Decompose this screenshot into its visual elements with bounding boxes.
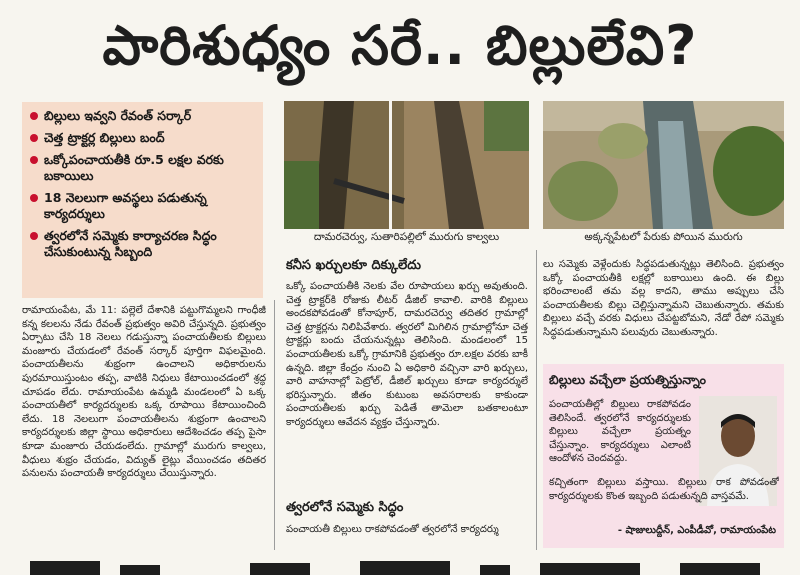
- bullet-list: [22, 102, 263, 260]
- bullet-item: [30, 190, 257, 222]
- quote-text: పంచాయతీల్లో బిల్లులు రాకపోవడం తెలిసిందే. త్వరలోనే కార్యదర్శులకు బిల్లులు వచ్చేలా ప్రయత్నం చేస్తున్నాం. కార్యదర్శులు ఎలాంటి ఆందోళన చెందవద్దు.: [549, 399, 691, 464]
- subheading-1: కనీస ఖర్చులకూ దిక్కులేదు: [286, 258, 421, 273]
- bullet-item: [30, 152, 257, 184]
- drain-photo-left: [284, 101, 529, 229]
- bullet-text: బిల్లులు ఇవ్వని రేవంత్ సర్కార్: [44, 108, 192, 123]
- next-headline-strip: [0, 555, 800, 575]
- bullet-dot-icon: [30, 232, 38, 240]
- bullet-item: [30, 130, 257, 146]
- official-quote-box: [543, 364, 784, 548]
- drain-photo-right: [543, 101, 784, 229]
- column-rule: [274, 300, 275, 550]
- bullet-item: [30, 108, 257, 124]
- body-column-1: రామాయంపేట, మే 11: పల్లెలే దేశానికి పట్టుగొమ్మలని గాంధీజీ కన్న కలలను నేడు రేవంత్ ప్రభుత్వం అవిరి చేస్తున్నది. ప్రభుత్వం ఏర్పాటు చేసి 18 నెలలు గడుస్తున్నా పంచాయతీలకు బిల్లులు మంజూరు చేయడంలో రేవంత్ సర్కార్ పూర్తిగా విఫలమైంది. పంచాయతీలను శుభ్రంగా ఉంచాలని అధికారులను పురమాయిస్తుంటం తప్ప, వాటికి నిధులు కేటాయించడంలో శ్రద్ధ చూపడం లేదు. రామాయంపేట ఉమ్మడి మండలంలో ఏ ఒక్క పంచాయతీలో కార్యదర్శులకు ఒక్క రూపాయి కేటాయించింది లేదు. 18 నెలలుగా పంచాయతీలను శుభ్రంగా ఉంచాలని కార్యదర్శులకు జిల్లా స్థాయి అధికారులు ఆదేశించడం తప్ప పైసా కూడా మంజూరు చేయడంలేదు. గ్రామాల్లో మురుగు కాల్వలు, వీధులు శుభ్రం చేయడం, విద్యుత్ లైట్లు వేయించడం తదితర పనులను పంచాయతీ కార్యదర్శులు చేయిస్తున్నారు.: [22, 305, 266, 480]
- bullet-text: ఒక్కోపంచాయతీకి రూ.5 లక్షల వరకు బకాయిలు: [44, 152, 224, 183]
- subheading-2: త్వరలోనే సమ్మెకు సిద్ధం: [286, 500, 404, 515]
- headline: పారిశుధ్యం సరే.. బిల్లులేవి?: [102, 14, 698, 77]
- bullet-text: చెత్త ట్రాక్టర్ల బిల్లులు బంద్: [44, 130, 165, 145]
- quote-title: బిల్లులు వచ్చేలా ప్రయత్నిస్తున్నాం: [549, 372, 706, 387]
- bullet-dot-icon: [30, 194, 38, 202]
- photo-caption-left: దామరచెర్వు, సుతారిపల్లిలో మురుగు కాల్వలు: [313, 231, 500, 243]
- bullet-text: 18 నెలలుగా అవస్థలు పడుతున్న కార్యదర్శులు: [44, 190, 207, 221]
- body-column-2-cont: పంచాయతీ బిల్లులు రాకపోవడంతో త్వరలోనే కార్యదర్శు: [286, 524, 499, 535]
- bullet-item: [30, 228, 257, 260]
- column-rule: [536, 250, 537, 550]
- quote-credit: - షాజులుద్దీన్, ఎంపీడీవో, రామాయంపేట: [617, 525, 776, 536]
- bullet-dot-icon: [30, 134, 38, 142]
- quote-text-cont: కచ్చితంగా బిల్లులు వస్తాయి. బిల్లులు రాక పోవడంతో కార్యదర్శులకు కొంత ఇబ్బంది పడుతున్నది వాస్తవమే.: [549, 477, 779, 502]
- bullet-text: త్వరలోనే సమ్మెకు కార్యాచరణ సిద్ధం చేసుకుంటున్న సిబ్బంది: [44, 228, 217, 259]
- body-column-2: ఒక్కో పంచాయతీకి నెలకు వేల రూపాయలు ఖర్చు అవుతుంది. చెత్త ట్రాక్టర్‌కి రోజుకు లీటర్ డీజిల్ కావాలి. వారికి బిల్లులు అందకపోవడంతో కోనాపూర్, దామరచెర్వు తదితర గ్రామాల్లో చెత్త ట్రాక్టర్లను నిలిపివేశారు. త్వరలో మిగిలిన గ్రామాల్లోనూ చెత్త ట్రాక్టర్లు బందు చేయనున్నట్లు తెలిసింది. మండలంలో 15 పంచాయతీలకు ఒక్కో గ్రామానికి ప్రభుత్వం రూ.లక్షల వరకు బాకీ ఉన్నది. జిల్లా కేంద్రం నుంచి ఏ అధికారి వచ్చినా వారి ఖర్చులు, వారి వాహనాల్లో పెట్రోల్, డీజిల్ ఖర్చులు కూడా కార్యదర్శులే భరిస్తున్నారు. జీతం కుటుంబ అవసరాలకు కాకుండా పంచాయతీలకు ఖర్చు పెడితే తామెలా బతకాలంటూ కార్యదర్శులు ఆవేదన వ్యక్తం చేస్తున్నారు.: [286, 281, 528, 428]
- body-column-3: లు సమ్మెకు వెళ్లేందుకు సిద్ధపడుతున్నట్లు తెలిసింది. ప్రభుత్వం ఒక్కో పంచాయతీకి లక్షల్లో బకాయిలు ఉంది. ఈ బిల్లు భరించాలంటే తమ వల్ల కాదని, తాము అప్పులు చేసి పంచాయతీలకు బిల్లు చెల్లిస్తున్నామని చెబుతున్నారు. తమకు బిల్లులు వచ్చే వరకు విధులు చేపట్టబోమని, నేడో రేపో సమ్మెకు సిద్ధపడుతున్నామని పలువురు చెబుతున్నారు.: [543, 259, 784, 338]
- bullet-dot-icon: [30, 112, 38, 120]
- bullet-box: [22, 102, 263, 298]
- bullet-dot-icon: [30, 156, 38, 164]
- photo-caption-right: అక్కన్నపేటలో పేరుకు పోయిన మురుగు: [584, 231, 743, 243]
